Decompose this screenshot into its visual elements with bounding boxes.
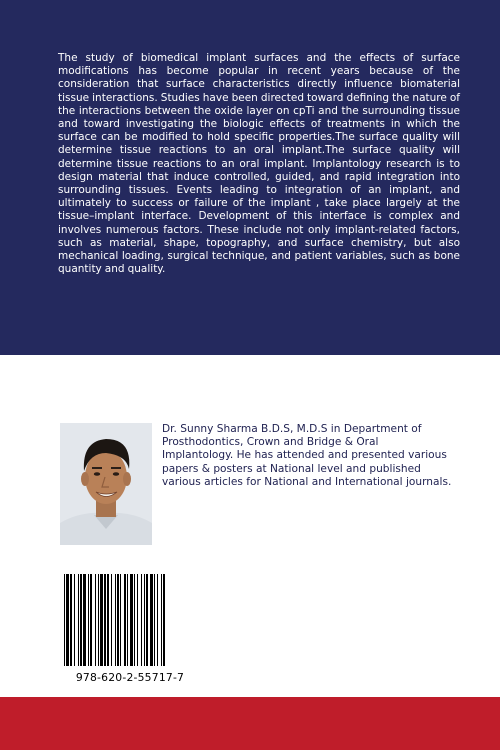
isbn-number: 978-620-2-55717-7 (75, 671, 185, 684)
bottom-color-bar (0, 697, 500, 750)
isbn-barcode (60, 570, 200, 687)
author-bio: Dr. Sunny Sharma B.D.S, M.D.S in Department of Prosthodontics, Crown and Bridge & Oral Implantology. He has attended and presented various papers & posters at National level and published various articles for National and International journals. (162, 423, 452, 488)
blurb-panel (0, 0, 500, 355)
barcode-bars (60, 570, 200, 670)
author-photo (60, 423, 152, 545)
book-blurb: The study of biomedical implant surfaces and the effects of surface modifications has become popular in recent years because of the consideration that surface characteristics directly influence biomaterial tissue interactions. Studies have been directed toward defining the nature of the interactions between the oxide layer on cpTi and the surrounding tissue and toward investigating the biologic effects of treatments in which the surface can be modified to hold specific properties.The surface quality will determine tissue reactions to an oral implant.The surface quality will determine tissue reactions to an oral implant. Implantology research is to design material that induce controlled, guided, and rapid integration into surrounding tissues. Events leading to integration of an implant, and ultimately to success or failure of the implant , take place largely at the tissue–implant interface. Development of this interface is complex and involves numerous factors. These include not only implant-related factors, such as material, shape, topography, and surface chemistry, but also mechanical loading, surgical technique, and patient variables, such as bone quantity and quality. (58, 52, 460, 276)
